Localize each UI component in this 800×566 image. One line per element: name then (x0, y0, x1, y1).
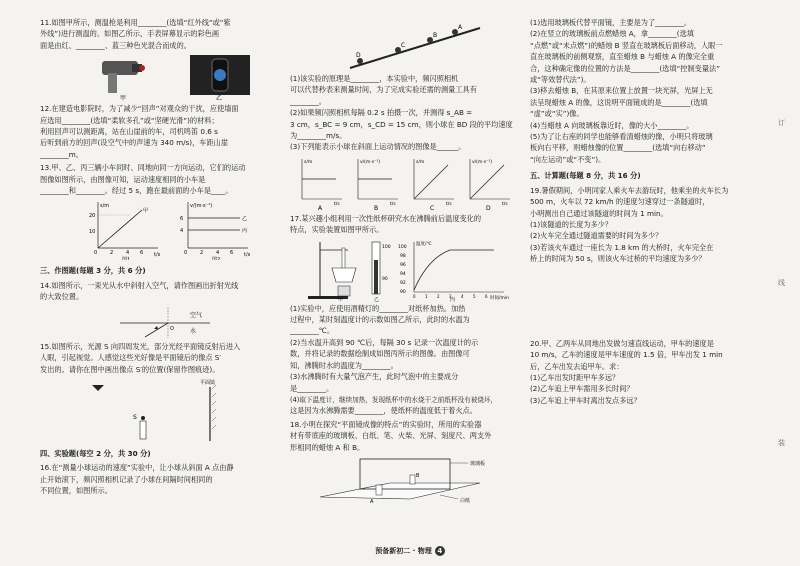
svg-text:乙: 乙 (242, 216, 248, 223)
svg-text:B: B (374, 204, 379, 211)
graph-2 (180, 202, 251, 260)
page-number: 4 (435, 546, 445, 556)
svg-text:10: 10 (89, 229, 96, 236)
question-18: 18.小明在探究“平面镜成像的特点”的实验时，所用的实验器 材有带底座的玻璃板、白纸、笔、火柴、光屏、刻度尺、两支外 形相同的蜡烛 A 和 B。 A B 玻璃板 白纸 (290, 420, 520, 505)
page-footer (300, 546, 520, 556)
svg-text:白纸: 白纸 (460, 497, 471, 504)
svg-text:96: 96 (400, 262, 406, 268)
svg-text:t/s: t/s (446, 201, 452, 207)
svg-text:乙: 乙 (374, 296, 380, 302)
q16-incline-figure (290, 20, 520, 72)
svg-text:A: A (370, 498, 374, 505)
svg-text:t/s: t/s (334, 201, 340, 207)
q16-option-graphs (290, 155, 520, 211)
svg-text:5: 5 (473, 293, 476, 299)
svg-text:6: 6 (180, 216, 184, 223)
q11-caption-b: 乙 (216, 95, 223, 102)
question-16-parts: (1)该实验的原理是________，本实验中，频闪照相机 可以代替秒表来测量时间，为了完成实验还需的测量工具有 ________。 (2)如果频闪照相机每隔 0.2 s 拍摄一次，并测得 s_AB = 3 cm，s_BC = 9 cm，s_CD = 15 cm，则小球在 BD 段的平均速度 为________m/s。 (3)下列能表示小球在斜面上运动情况的图像是______。 s/m t/s A v/(m·s⁻¹) t/s B s/m t/s C v/(m·s⁻¹) t/s D (290, 74, 520, 211)
q13-graphs (40, 198, 278, 260)
svg-text:6: 6 (140, 250, 144, 257)
svg-text:4: 4 (461, 293, 464, 299)
q18-mirror-figure (290, 455, 520, 505)
svg-text:6: 6 (485, 293, 488, 299)
question-19: 19.暑假期间，小明同家人乘火车去游玩时，他乘坐的火车长为 500 m，火车以 72 km/h 的速度匀速穿过一条隧道时， 小明测出自己通过该隧道的时间为 1 min。 (1)该隧道的长度为多少？ (2)火车完全通过隧道需要的时间为多少？ (3)若该火车通过一座长为 1.8 km 的大桥时，火车完全在 桥上的时间为 50 s，则该火车过桥的平均速度为多少？ (530, 185, 729, 264)
thermometer-image (372, 242, 391, 302)
svg-text:S: S (133, 413, 137, 421)
svg-text:v/(m·s⁻¹): v/(m·s⁻¹) (472, 159, 493, 165)
svg-text:20: 20 (89, 213, 96, 220)
svg-text:2: 2 (110, 250, 114, 257)
question-18-parts: (1)选用玻璃板代替平面镜，主要是为了________。 (2)在竖立的玻璃板前点燃蜡烛 A，拿________(选填 “点燃”或“未点燃”)的蜡烛 B 竖直在玻璃板后面移动，人眼一 直在玻璃板的前侧观察，直至蜡烛 B 与蜡烛 A 的像完全重 合，这种确定像的位置的方法是________(选填“控制变量法” 或“等效替代法”)。 (3)移去蜡烛 B，在其原来位置上放置一块光屏，光屏上无 法呈现蜡烛 A 的像，这说明平面镜成的是________(选填 “虚”或“实”)像。 (4)当蜡烛 A 向玻璃板靠近时，像的大小________。 (5)为了让右座的同学也能够看清蜡烛的像，小明只将玻璃 板向右平移，则蜡烛像的位置________(选填“向右移动” “向左运动”或“不变”)。 (530, 18, 723, 164)
svg-text:O: O (170, 325, 174, 332)
svg-text:t/s: t/s (502, 201, 508, 207)
column-middle (290, 18, 520, 508)
svg-text:水: 水 (190, 327, 197, 335)
svg-text:0: 0 (413, 293, 416, 299)
column-left (40, 18, 278, 500)
question-20: 20.甲、乙两车从同地出发做匀速直线运动，甲车的速度是 10 m/s，乙车的速度是甲车速度的 1.5 倍，甲车出发 1 min 后，乙车出发去追甲车。求： (1)乙车出发时距甲车多远？ (2)乙车追上甲车需用多长时间？ (3)乙车追上甲车时离出发点多远？ (530, 338, 723, 405)
question-14: 14.如图所示，一束光从水中斜射入空气，请作图画出折射光线 的大致位置。 空气 水 O (40, 281, 278, 339)
svg-text:100: 100 (382, 244, 391, 250)
svg-text:B: B (433, 32, 438, 39)
svg-text:90: 90 (400, 289, 406, 295)
svg-text:时间/min: 时间/min (490, 295, 510, 301)
q11-images (40, 53, 278, 101)
svg-text:v/(m·s⁻¹): v/(m·s⁻¹) (360, 159, 381, 165)
section-3-heading: 三、作图题(每题 3 分，共 6 分) (40, 266, 146, 276)
footer-text: 预备新初二 · 物理 (375, 547, 432, 555)
svg-text:图1: 图1 (122, 257, 131, 261)
question-11: 11.如图甲所示，测温枪是利用________(选填“红外线”或“紫 外线”)进行测温的。如图乙所示，手表屏幕显示的彩色画 面是由红、________、蓝三种色光混合而成的。 甲 乙 (40, 18, 278, 101)
svg-text:6: 6 (230, 250, 234, 257)
binding-mark-3: 装 (778, 439, 785, 447)
q14-figure (40, 305, 278, 339)
temperature-graph (398, 240, 509, 302)
svg-text:A: A (318, 204, 323, 211)
svg-text:4: 4 (216, 250, 220, 257)
binding-mark-2: 线 (778, 279, 785, 287)
svg-text:94: 94 (400, 271, 406, 277)
option-a-graph (302, 159, 342, 211)
question-17: 17.某兴趣小组利用一次性纸杯研究水在沸腾前后温度变化的 特点，实验装置如图甲所示。 甲 100 90 乙 温度/℃ 时间/min 100 98 96 94 92 90 0 1 2 3 4 5 6 丙 (1)实验中，应使用酒精灯的________对纸杯加热。加热 过程中，某时刻温度计的示数如图乙所示，此时的水温为 ________℃。 (2)当水温升高到 90 ℃后，每隔 30 s 记录一次温度计的示 数，并将记录的数据绘制成如图丙所示的图像。由图像可 知，沸腾时水的温度为________。 (3)水沸腾时有大量气泡产生，此时气泡中的主要成分 是________。 (4)取下温度计，继续加热，发现纸杯中的水烧干之前纸杯没有被烧坏， 这是因为水沸腾需要________，使纸杯的温度低于着火点。 (290, 214, 520, 417)
option-c-graph (414, 159, 454, 211)
option-b-graph (358, 159, 398, 211)
svg-text:0: 0 (94, 250, 98, 257)
column-right (530, 18, 766, 409)
svg-text:甲: 甲 (143, 208, 149, 215)
question-12: 12.在建造电影院时，为了减少“回声”对观众的干扰，应使墙面 应选用________(选填“柔软多孔”或“坚硬光滑”)的材料； 利用回声可以测距离，站在山崖前的车，司机鸣笛 0.6 s 后听到前方的回声(设空气中的声速为 340 m/s)，车距山崖 ________m。 (40, 104, 239, 159)
binding-mark-1: 订 (778, 119, 785, 127)
q11-caption-a: 甲 (120, 95, 127, 102)
svg-text:98: 98 (400, 253, 406, 259)
svg-text:4: 4 (126, 250, 130, 257)
svg-text:100: 100 (398, 244, 407, 250)
svg-text:丙: 丙 (242, 228, 248, 235)
svg-text:2: 2 (437, 293, 440, 299)
svg-text:3: 3 (449, 293, 452, 299)
svg-text:图2: 图2 (212, 257, 221, 261)
q11-figures (40, 53, 278, 101)
eye-icon (92, 385, 104, 391)
svg-text:s/m: s/m (100, 203, 110, 210)
svg-text:0: 0 (184, 250, 188, 257)
apparatus-image (308, 242, 356, 302)
svg-text:t/s: t/s (390, 201, 396, 207)
svg-text:甲: 甲 (338, 296, 344, 302)
svg-text:1: 1 (425, 293, 428, 299)
svg-text:s/m: s/m (416, 159, 425, 165)
svg-text:丙: 丙 (450, 296, 456, 302)
svg-text:4: 4 (180, 228, 184, 235)
q17-figure (290, 238, 520, 302)
q15-figure (40, 377, 278, 443)
svg-text:空气: 空气 (190, 311, 203, 319)
svg-text:t/s: t/s (244, 252, 251, 259)
svg-text:s/m: s/m (304, 159, 313, 165)
svg-text:t/s: t/s (154, 252, 161, 259)
svg-text:90: 90 (382, 276, 388, 282)
svg-text:D: D (486, 204, 491, 211)
svg-text:C: C (401, 42, 406, 49)
section-4-heading: 四、实验题(每空 2 分，共 30 分) (40, 448, 151, 458)
svg-text:v/(m·s⁻¹): v/(m·s⁻¹) (190, 203, 213, 210)
option-d-graph (470, 159, 510, 211)
question-15: 15.如图所示，光源 S 向四周发光，部分光经平面镜反射后进入 人眼，引起视觉。人感觉这些光好像是平面镜后的像点 S′ 发出的。请你在图中画出像点 S′的位置(保留作图痕迹)。 平面镜 S (40, 342, 278, 443)
svg-text:玻璃板: 玻璃板 (470, 460, 486, 467)
question-13: 13.甲、乙、丙三辆小车同时、同地向同一方向运动，它们的运动 图像如图所示，由图像可知，运动速度相同的小车是 ________和________。经过 5 s，跑在最前面的小车是____。 s/m t/s 甲 20 10 0 2 4 6 图1 v/(m·s⁻¹) t/s 乙 丙 6 4 0 2 4 6 图2 (40, 163, 278, 260)
svg-text:92: 92 (400, 280, 406, 286)
svg-text:2: 2 (200, 250, 204, 257)
watch-image (190, 55, 250, 95)
svg-text:D: D (356, 52, 361, 59)
svg-text:A: A (458, 24, 463, 31)
svg-text:温度/℃: 温度/℃ (416, 241, 432, 247)
section-5-heading: 五、计算题(每题 8 分，共 16 分) (530, 171, 641, 181)
graph-1 (89, 202, 161, 260)
question-16: 16.在“测量小球运动的速度”实验中，让小球从斜面 A 点由静 止开始滚下，频闪照相机记录了小球在间隔时间相同的 不同位置，如图所示。 (40, 463, 234, 496)
svg-text:平面镜: 平面镜 (200, 379, 216, 386)
thermometer-gun-image (102, 61, 145, 93)
svg-text:C: C (430, 204, 435, 211)
svg-text:B: B (416, 472, 420, 479)
q13-graph-svg (40, 198, 278, 260)
